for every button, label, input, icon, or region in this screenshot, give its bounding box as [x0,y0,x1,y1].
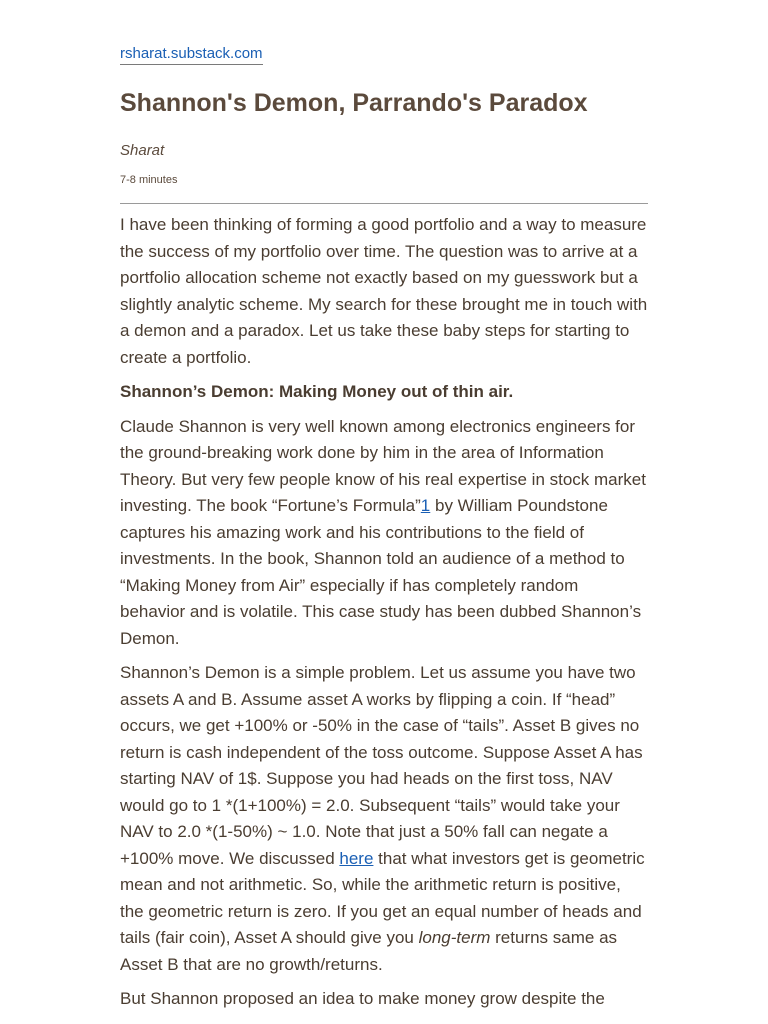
footnote-link[interactable]: 1 [420,496,431,515]
header-divider [120,203,648,204]
demon-text-c: returns same as Asset B that are no growth/returns. [120,928,618,974]
shannon-text-b: by William Poundstone captures his amazing work and his contributions to the field of investments. In the book, Shannon told an audience of a method to “Making Money from Air” especially if has completely random behavior and is volatile. This case study has been dubbed Shannon’s Demon. [120,496,642,648]
article-title: Shannon's Demon, Parrando's Paradox [120,89,588,117]
closing-paragraph: But Shannon proposed an idea to make money grow despite the [120,989,605,1008]
shannon-paragraph [120,414,648,653]
read-time: 7-8 minutes [120,174,178,186]
demon-text-a: Shannon’s Demon is a simple problem. Let us assume you have two assets A and B. Assume asset A works by flipping a coin. If “head” occurs, we get +100% or -50% in the case of “tails”. Asset B gives no return is cash independent of the toss outcome. Suppose Asset A has starting NAV of 1$. Suppose you had heads on the first toss, NAV would go to 1 *(1+100%) = 2.0. Subsequent “tails” would take your NAV to 2.0 *(1-50%) ~ 1.0. Note that just a 50% fall can negate a +100% move. We discussed [120,663,643,868]
article-author: Sharat [120,142,165,159]
demon-paragraph [120,660,648,978]
here-link[interactable]: here [339,848,374,868]
shannon-text-a: Claude Shannon is very well known among electronics engineers for the ground-breaking work done by him in the area of Information Theory. But very few people know of his real expertise in stock market investing. The book “Fortune’s Formula” [120,416,646,515]
source-link[interactable]: rsharat.substack.com [120,44,263,65]
demon-text-b: that what investors get is geometric mean and not arithmetic. So, while the arithmetic return is positive, the geometric return is zero. If you get an equal number of heads and tails (fair coin), Asset A should give you [120,848,645,947]
intro-paragraph: I have been thinking of forming a good portfolio and a way to measure the success of my portfolio over time. The question was to arrive at a portfolio allocation scheme not exactly based on my guesswork but a slightly analytic scheme. My search for these brought me in touch with a demon and a paradox. Let us take these baby steps for starting to create a portfolio. [120,215,648,367]
long-term-emphasis: long-term [418,928,491,947]
article-body [120,212,648,1021]
section-heading: Shannon’s Demon: Making Money out of thin air. [120,382,514,401]
